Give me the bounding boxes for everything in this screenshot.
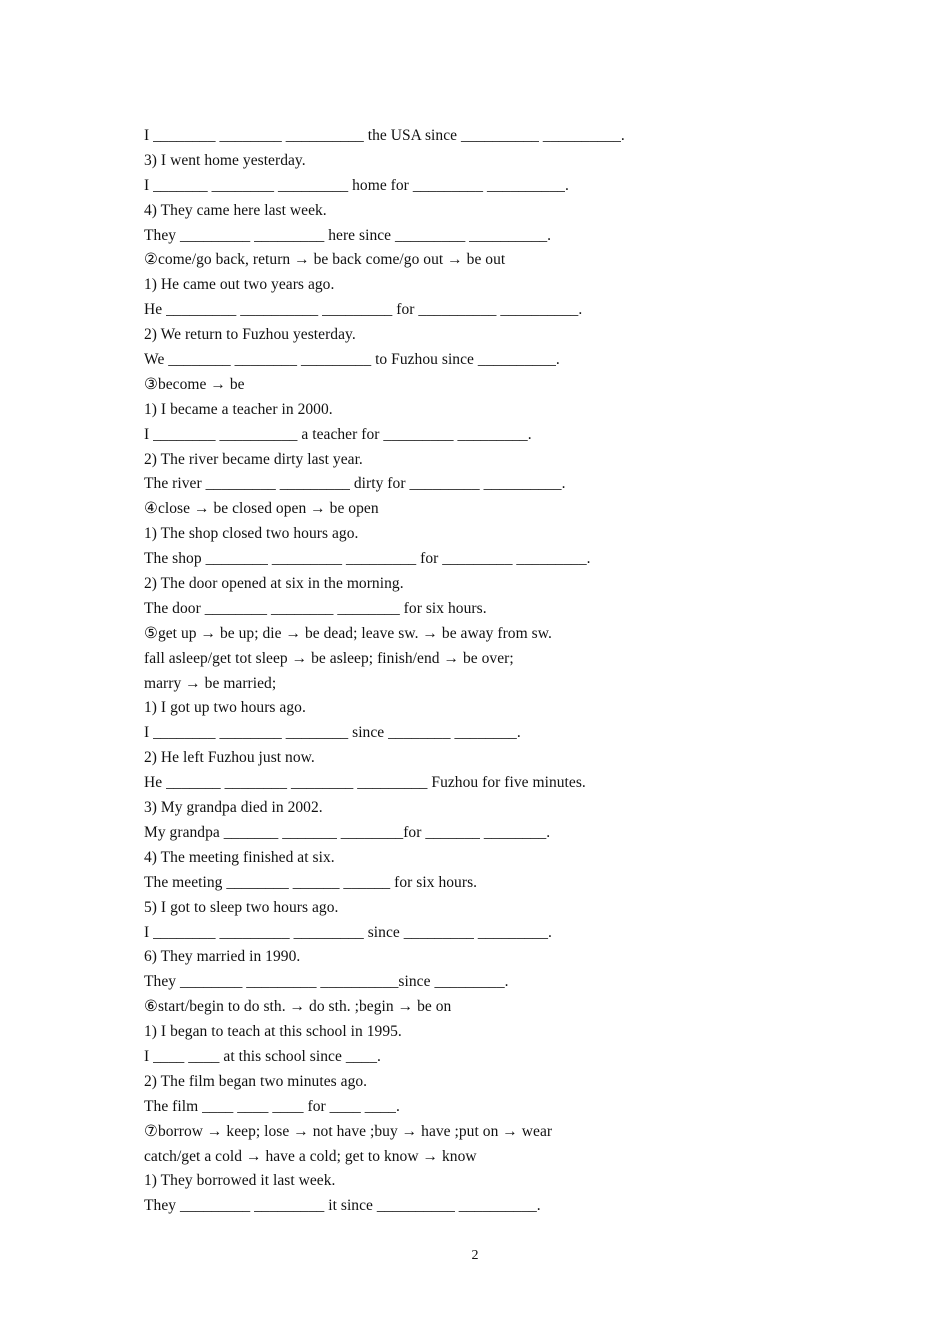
- exercise-content: [144, 124, 824, 1219]
- text-line: I ________ __________ a teacher for _________ _________.: [144, 425, 532, 443]
- text-line: The river _________ _________ dirty for _________ __________.: [144, 475, 566, 493]
- text-line: 1) I began to teach at this school in 1995.: [144, 1023, 402, 1041]
- section-heading: ④close → be closed open → be open: [144, 500, 379, 518]
- text-line: The shop ________ _________ _________ for _________ _________.: [144, 550, 591, 568]
- text-line: 5) I got to sleep two hours ago.: [144, 898, 339, 916]
- text-line: I ________ _________ _________ since _________ _________.: [144, 923, 552, 941]
- text-line: 3) My grandpa died in 2002.: [144, 799, 323, 817]
- text-line: 2) The door opened at six in the morning.: [144, 575, 404, 593]
- text-line: 1) He came out two years ago.: [144, 276, 335, 294]
- section-heading: ②come/go back, return → be back come/go out → be out: [144, 251, 506, 269]
- text-line: They _________ _________ it since __________ __________.: [144, 1197, 541, 1215]
- text-line: The door ________ ________ ________ for six hours.: [144, 599, 487, 617]
- section-heading-continued: catch/get a cold → have a cold; get to know → know: [144, 1147, 477, 1165]
- text-line: 4) The meeting finished at six.: [144, 848, 335, 866]
- section-heading-continued: fall asleep/get tot sleep → be asleep; finish/end → be over;: [144, 649, 514, 667]
- text-line: The meeting ________ ______ ______ for six hours.: [144, 873, 478, 891]
- text-line: 6) They married in 1990.: [144, 948, 301, 966]
- text-line: 1) The shop closed two hours ago.: [144, 525, 359, 543]
- text-line: We ________ ________ _________ to Fuzhou since __________.: [144, 351, 560, 369]
- section-heading: ③become → be: [144, 375, 245, 393]
- text-line: 1) I became a teacher in 2000.: [144, 400, 333, 418]
- section-heading: ⑥start/begin to do sth. → do sth. ;begin → be on: [144, 998, 452, 1016]
- text-line: The film ____ ____ ____ for ____ ____.: [144, 1097, 400, 1115]
- text-line: 2) We return to Fuzhou yesterday.: [144, 326, 356, 344]
- text-line: They ________ _________ __________since _________.: [144, 973, 509, 991]
- text-line: They _________ _________ here since _________ __________.: [144, 226, 552, 244]
- text-line: 2) He left Fuzhou just now.: [144, 749, 315, 767]
- text-line: I ________ ________ __________ the USA since __________ __________.: [144, 127, 625, 144]
- text-line: My grandpa _______ _______ ________for _______ ________.: [144, 823, 551, 841]
- text-line: 2) The film began two minutes ago.: [144, 1072, 368, 1090]
- text-line: 4) They came here last week.: [144, 201, 327, 219]
- section-heading: ⑦borrow → keep; lose → not have ;buy → have ;put on → wear: [144, 1122, 553, 1140]
- section-heading: ⑤get up → be up; die → be dead; leave sw. → be away from sw.: [144, 624, 552, 642]
- text-line: He _______ ________ ________ _________ Fuzhou for five minutes.: [144, 774, 586, 792]
- text-line: 2) The river became dirty last year.: [144, 450, 363, 468]
- text-line: I ________ ________ ________ since ________ ________.: [144, 724, 521, 742]
- section-heading-continued: marry → be married;: [144, 674, 277, 692]
- text-line: 3) I went home yesterday.: [144, 151, 306, 169]
- text-line: He _________ __________ _________ for __________ __________.: [144, 301, 583, 319]
- text-line: I _______ ________ _________ home for _________ __________.: [144, 176, 569, 194]
- page-number: 2: [471, 1248, 479, 1263]
- text-line: 1) They borrowed it last week.: [144, 1172, 336, 1190]
- text-line: I ____ ____ at this school since ____.: [144, 1047, 381, 1065]
- text-line: 1) I got up two hours ago.: [144, 699, 306, 717]
